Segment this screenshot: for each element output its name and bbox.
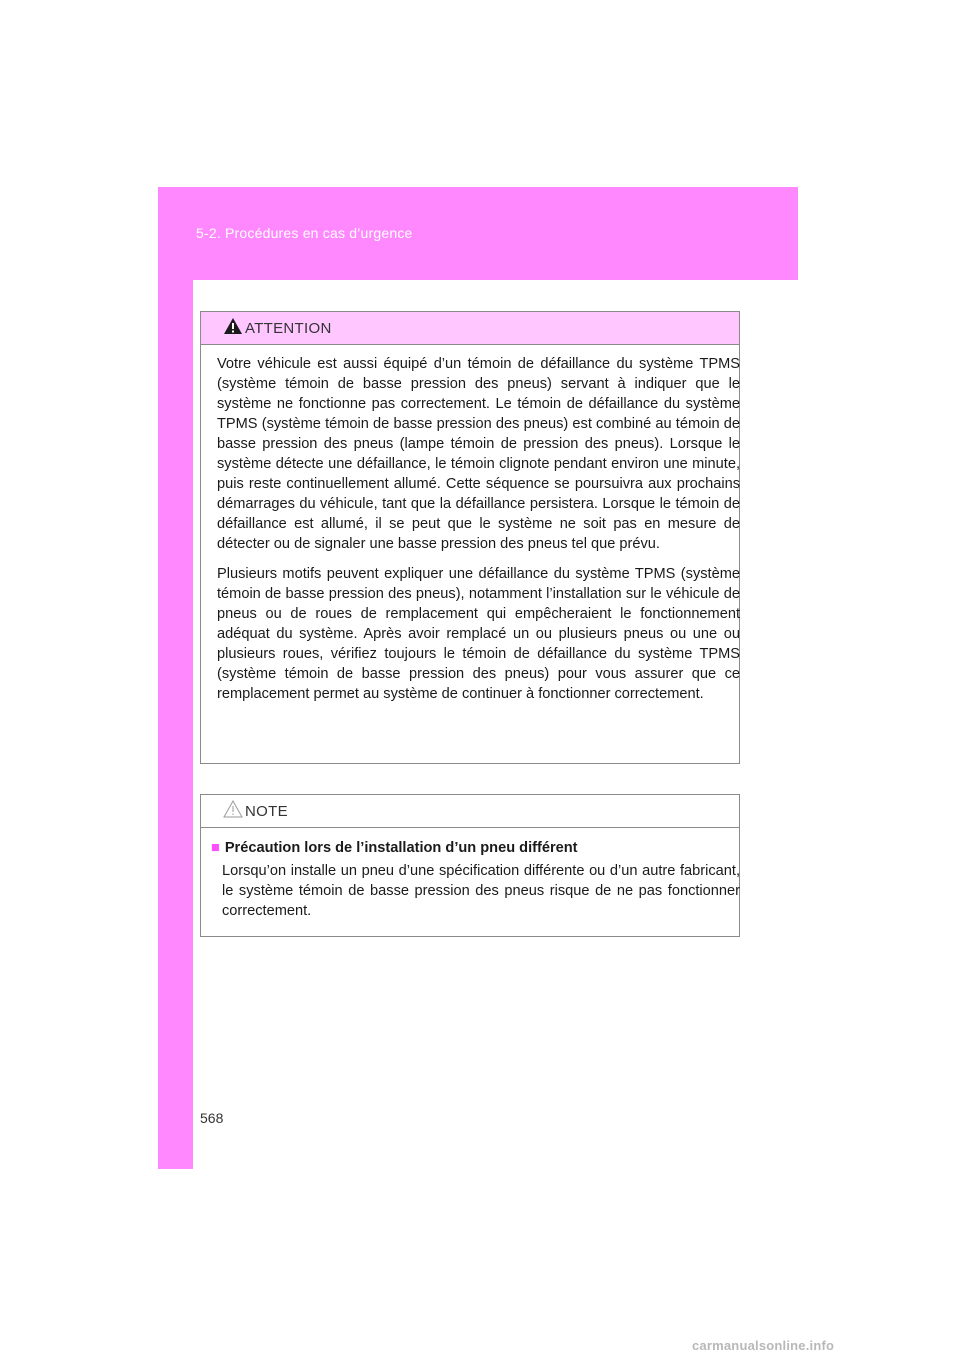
bullet-square-icon: ■ xyxy=(211,840,220,856)
note-paragraph: Lorsqu’on installe un pneu d’une spécification différente ou d’un autre fabricant, le système témoin de basse pression des pneus risque de ne pas fonctionner correctement. xyxy=(222,863,740,919)
side-tab-strip xyxy=(158,280,193,1169)
attention-body xyxy=(201,345,739,704)
note-subheading xyxy=(211,838,739,858)
note-title: NOTE xyxy=(245,803,288,820)
note-header xyxy=(201,795,739,828)
note-box xyxy=(200,794,740,937)
note-body xyxy=(201,828,739,921)
attention-header xyxy=(201,312,739,345)
note-subheading-text: Précaution lors de l’installation d’un pneu différent xyxy=(224,840,578,856)
attention-title: ATTENTION xyxy=(245,320,332,337)
page-number: 568 xyxy=(200,1110,224,1126)
watermark: carmanualsonline.info xyxy=(692,1338,835,1353)
warning-outline-icon xyxy=(223,799,243,824)
attention-box xyxy=(200,311,740,764)
attention-paragraph-1: Votre véhicule est aussi équipé d’un témoin de défaillance du système TPMS (système témoin de basse pression des pneus) servant à indiquer que le système ne fonctionne pas correctement. Le témoin de défaillance du système TPMS (système témoin de basse pression des pneus) est combiné au témoin de basse pression des pneus (lampe témoin de pression des pneus). Lorsque le système détecte une défaillance, le témoin clignote pendant environ une minute, puis reste continuellement allumé. Cette séquence se poursuivra aux prochains démarrages du véhicule, tant que la défaillance persistera. Lorsque le témoin de défaillance est allumé, il se peut que le système ne soit pas en mesure de détecter ou de signaler une basse pression des pneus tel que prévu. xyxy=(217,356,740,552)
section-title: 5-2. Procédures en cas d’urgence xyxy=(196,225,413,241)
warning-filled-icon xyxy=(223,316,243,341)
attention-paragraph-2: Plusieurs motifs peuvent expliquer une défaillance du système TPMS (système témoin de basse pression des pneus), notamment l’installation sur le véhicule de pneus ou de roues de remplacement qui empêcheraient le fonctionnement adéquat du système. Après avoir remplacé un ou plusieurs pneus ou une ou plusieurs roues, vérifiez toujours le témoin de défaillance du système TPMS (système témoin de basse pression des pneus) pour vous assurer que ce remplacement permet au système de continuer à fonctionner correctement. xyxy=(217,566,740,702)
